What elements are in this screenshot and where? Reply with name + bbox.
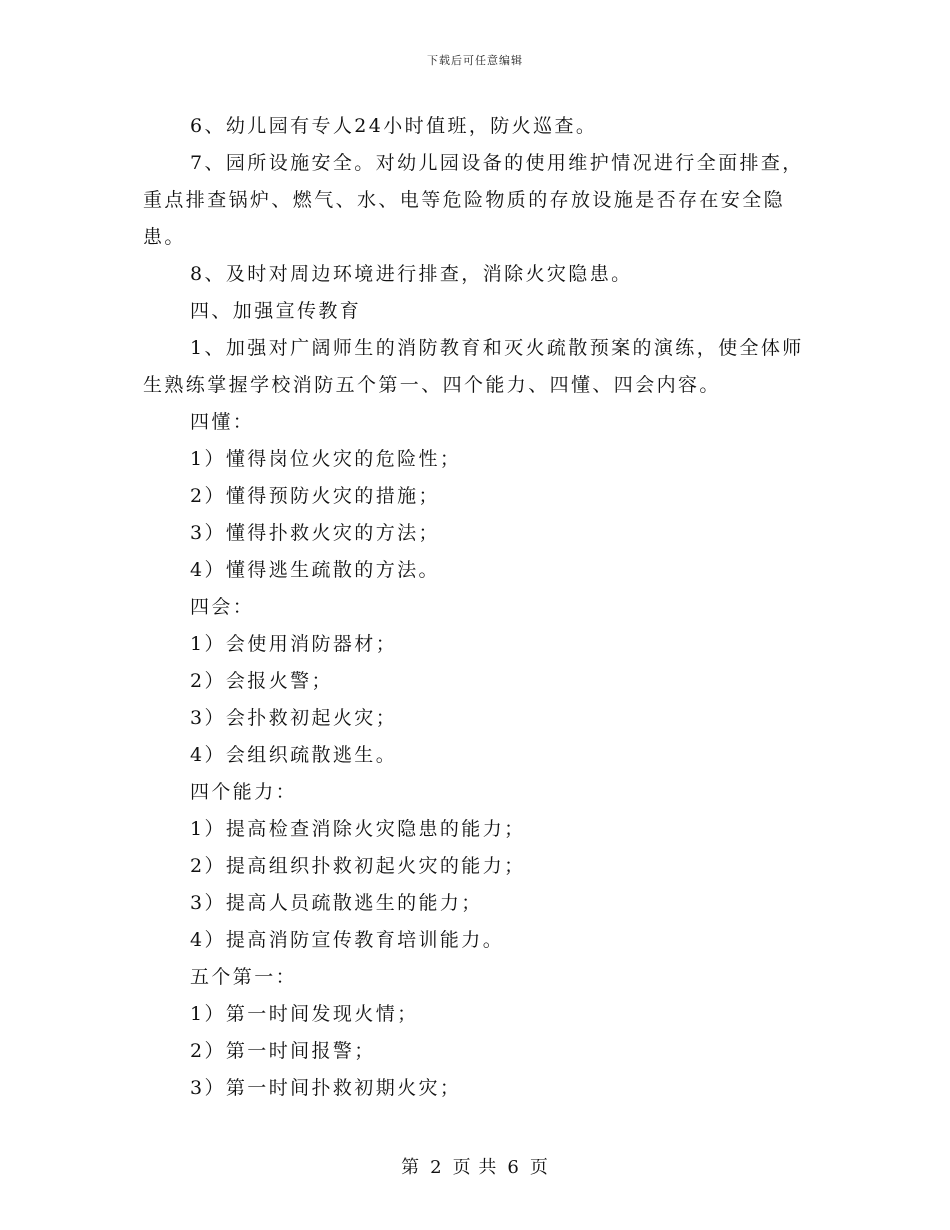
list-item: 1）第一时间发现火情；: [190, 1003, 419, 1025]
list-heading: 四懂：: [190, 411, 255, 433]
list-item: 1）懂得岗位火灾的危险性；: [190, 448, 462, 470]
list-item: 4）提高消防宣传教育培训能力。: [190, 929, 505, 951]
list-item: 3）提高人员疏散逃生的能力；: [190, 892, 483, 914]
list-item: 3）会扑救初起火灾；: [190, 707, 398, 729]
list-item: 2）第一时间报警；: [190, 1040, 376, 1062]
section-heading: 四、加强宣传教育: [190, 300, 362, 322]
page-header: 下载后可任意编辑: [427, 54, 523, 67]
list-item: 1）会使用消防器材；: [190, 633, 398, 655]
list-item: 2）会报火警；: [190, 670, 333, 692]
total-pages-number: 6: [507, 1157, 520, 1178]
document-body: [143, 108, 808, 1107]
list-item: 3）第一时间扑救初期火灾；: [190, 1077, 462, 1099]
list-item: 4）懂得逃生疏散的方法。: [190, 559, 440, 581]
list-heading: 四会：: [190, 596, 255, 618]
paragraph: 6、幼儿园有专人24小时值班，防火巡查。: [190, 115, 598, 137]
paragraph: 1、加强对广阔师生的消防教育和灭火疏散预案的演练，使全体师生熟练掌握学校消防五个第一、四个能力、四懂、四会内容。: [143, 337, 804, 396]
paragraph: 7、园所设施安全。对幼儿园设备的使用维护情况进行全面排查，重点排查锅炉、燃气、水、电等危险物质的存放设施是否存在安全隐患。: [143, 152, 804, 248]
list-item: 2）懂得预防火灾的措施；: [190, 485, 440, 507]
list-item: 4）会组织疏散逃生。: [190, 744, 398, 766]
list-item: 2）提高组织扑救初起火灾的能力；: [190, 855, 526, 877]
list-heading: 五个第一：: [190, 966, 298, 988]
footer-prefix: 第: [401, 1157, 421, 1178]
paragraph: 8、及时对周边环境进行排查，消除火灾隐患。: [190, 263, 633, 285]
list-heading: 四个能力：: [190, 781, 298, 803]
footer-middle: 页 共: [452, 1157, 498, 1178]
current-page-number: 2: [430, 1157, 443, 1178]
list-item: 1）提高检查消除火灾隐患的能力；: [190, 818, 526, 840]
page-footer: [0, 1153, 950, 1179]
list-item: 3）懂得扑救火灾的方法；: [190, 522, 440, 544]
footer-suffix: 页: [529, 1157, 549, 1178]
